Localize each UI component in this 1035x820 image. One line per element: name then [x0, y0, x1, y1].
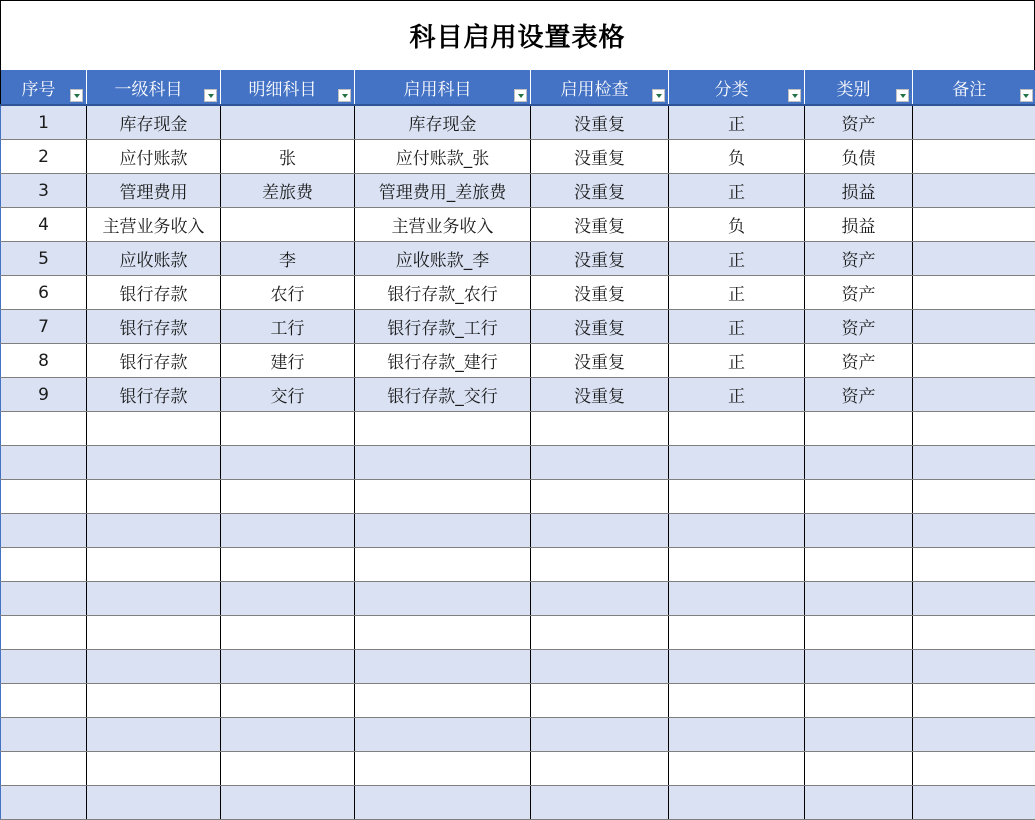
cell-type[interactable] [805, 684, 913, 718]
cell-detail-subject[interactable] [221, 514, 355, 548]
cell-detail-subject[interactable] [221, 208, 355, 242]
cell-category[interactable] [669, 684, 805, 718]
cell-type[interactable]: 资产 [805, 344, 913, 378]
cell-primary-subject[interactable] [87, 412, 221, 446]
cell-index[interactable] [1, 582, 87, 616]
title-cell[interactable] [0, 0, 1035, 70]
cell-enabled-subject[interactable]: 应收账款_李 [355, 242, 531, 276]
cell-remarks[interactable] [913, 310, 1035, 344]
table-row [1, 344, 1035, 378]
cell-remarks[interactable] [913, 786, 1035, 820]
cell-remarks[interactable] [913, 548, 1035, 582]
cell-type[interactable] [805, 616, 913, 650]
table-row [1, 650, 1035, 684]
table-row [1, 548, 1035, 582]
cell-remarks[interactable] [913, 752, 1035, 786]
cell-remarks[interactable] [913, 480, 1035, 514]
cell-detail-subject[interactable]: 农行 [221, 276, 355, 310]
cell-enable-check[interactable] [531, 650, 669, 684]
cell-index[interactable]: 8 [1, 344, 87, 378]
cell-enable-check[interactable]: 没重复 [531, 105, 669, 140]
table-row [1, 276, 1035, 310]
cell-index[interactable] [1, 548, 87, 582]
column-header-label: 类别 [837, 75, 871, 100]
cell-primary-subject[interactable]: 银行存款 [87, 378, 221, 412]
cell-remarks[interactable] [913, 514, 1035, 548]
cell-detail-subject[interactable] [221, 480, 355, 514]
cell-detail-subject[interactable] [221, 412, 355, 446]
cell-enabled-subject[interactable] [355, 650, 531, 684]
cell-enable-check[interactable] [531, 616, 669, 650]
cell-category[interactable]: 正 [669, 378, 805, 412]
cell-detail-subject[interactable] [221, 616, 355, 650]
cell-category[interactable]: 正 [669, 276, 805, 310]
cell-enabled-subject[interactable] [355, 412, 531, 446]
cell-detail-subject[interactable] [221, 786, 355, 820]
table-row [1, 310, 1035, 344]
cell-category[interactable]: 负 [669, 208, 805, 242]
cell-enable-check[interactable] [531, 514, 669, 548]
cell-type[interactable]: 资产 [805, 242, 913, 276]
cell-primary-subject[interactable] [87, 684, 221, 718]
cell-index[interactable]: 2 [1, 140, 87, 174]
cell-primary-subject[interactable] [87, 548, 221, 582]
filter-dropdown-icon[interactable] [338, 89, 351, 102]
cell-category[interactable] [669, 514, 805, 548]
cell-primary-subject[interactable] [87, 582, 221, 616]
filter-dropdown-icon[interactable] [204, 89, 217, 102]
cell-type[interactable] [805, 718, 913, 752]
cell-remarks[interactable] [913, 616, 1035, 650]
cell-type[interactable]: 资产 [805, 105, 913, 140]
cell-primary-subject[interactable] [87, 616, 221, 650]
cell-remarks[interactable] [913, 582, 1035, 616]
cell-enable-check[interactable] [531, 718, 669, 752]
cell-index[interactable] [1, 650, 87, 684]
column-header-enabled-subject[interactable] [355, 70, 531, 105]
table-row [1, 105, 1035, 140]
cell-enabled-subject[interactable]: 应付账款_张 [355, 140, 531, 174]
cell-enable-check[interactable]: 没重复 [531, 344, 669, 378]
cell-enable-check[interactable] [531, 684, 669, 718]
table-row [1, 786, 1035, 820]
cell-enable-check[interactable]: 没重复 [531, 310, 669, 344]
cell-category[interactable] [669, 446, 805, 480]
table-row [1, 718, 1035, 752]
column-header-label: 明细科目 [249, 75, 317, 100]
table-row [1, 140, 1035, 174]
cell-enable-check[interactable] [531, 786, 669, 820]
filter-dropdown-icon[interactable] [1020, 89, 1033, 102]
cell-remarks[interactable] [913, 174, 1035, 208]
cell-remarks[interactable] [913, 446, 1035, 480]
cell-primary-subject[interactable]: 银行存款 [87, 344, 221, 378]
table-body [1, 105, 1035, 820]
column-header-label: 备注 [952, 75, 986, 100]
cell-enabled-subject[interactable] [355, 616, 531, 650]
cell-enable-check[interactable] [531, 582, 669, 616]
cell-type[interactable]: 损益 [805, 174, 913, 208]
cell-detail-subject[interactable] [221, 582, 355, 616]
cell-enabled-subject[interactable] [355, 446, 531, 480]
cell-enable-check[interactable] [531, 446, 669, 480]
filter-dropdown-icon[interactable] [514, 89, 527, 102]
cell-index[interactable] [1, 684, 87, 718]
cell-enabled-subject[interactable]: 银行存款_工行 [355, 310, 531, 344]
cell-enable-check[interactable]: 没重复 [531, 242, 669, 276]
cell-type[interactable]: 资产 [805, 310, 913, 344]
cell-primary-subject[interactable]: 应付账款 [87, 140, 221, 174]
column-header-detail-subject[interactable] [221, 70, 355, 105]
column-header-category[interactable] [669, 70, 805, 105]
cell-remarks[interactable] [913, 684, 1035, 718]
table-row [1, 752, 1035, 786]
cell-detail-subject[interactable]: 工行 [221, 310, 355, 344]
cell-primary-subject[interactable]: 银行存款 [87, 310, 221, 344]
cell-category[interactable] [669, 718, 805, 752]
cell-index[interactable] [1, 480, 87, 514]
cell-enable-check[interactable] [531, 412, 669, 446]
cell-primary-subject[interactable] [87, 446, 221, 480]
cell-enabled-subject[interactable] [355, 582, 531, 616]
cell-remarks[interactable] [913, 378, 1035, 412]
cell-remarks[interactable] [913, 105, 1035, 140]
cell-index[interactable] [1, 412, 87, 446]
cell-type[interactable]: 损益 [805, 208, 913, 242]
table-row [1, 684, 1035, 718]
filter-dropdown-icon[interactable] [652, 89, 665, 102]
cell-detail-subject[interactable] [221, 105, 355, 140]
cell-type[interactable] [805, 446, 913, 480]
cell-category[interactable]: 负 [669, 140, 805, 174]
cell-index[interactable]: 1 [1, 105, 87, 140]
filter-dropdown-icon[interactable] [70, 89, 83, 102]
cell-index[interactable]: 9 [1, 378, 87, 412]
table-row [1, 446, 1035, 480]
cell-enabled-subject[interactable]: 库存现金 [355, 105, 531, 140]
cell-type[interactable] [805, 514, 913, 548]
cell-detail-subject[interactable]: 交行 [221, 378, 355, 412]
cell-detail-subject[interactable] [221, 650, 355, 684]
column-header-type[interactable] [805, 70, 913, 105]
column-header-label: 分类 [715, 75, 749, 100]
cell-category[interactable]: 正 [669, 105, 805, 140]
cell-enabled-subject[interactable]: 银行存款_交行 [355, 378, 531, 412]
table-row [1, 582, 1035, 616]
column-header-index[interactable] [1, 70, 87, 105]
column-header-primary-subject[interactable] [87, 70, 221, 105]
cell-category[interactable] [669, 752, 805, 786]
cell-detail-subject[interactable]: 张 [221, 140, 355, 174]
cell-index[interactable]: 7 [1, 310, 87, 344]
cell-category[interactable]: 正 [669, 174, 805, 208]
cell-category[interactable] [669, 582, 805, 616]
cell-primary-subject[interactable]: 库存现金 [87, 105, 221, 140]
cell-index[interactable] [1, 446, 87, 480]
cell-primary-subject[interactable]: 银行存款 [87, 276, 221, 310]
cell-enabled-subject[interactable] [355, 752, 531, 786]
cell-enable-check[interactable] [531, 752, 669, 786]
cell-index[interactable] [1, 752, 87, 786]
cell-category[interactable] [669, 412, 805, 446]
table-row [1, 616, 1035, 650]
table-row [1, 412, 1035, 446]
table-row [1, 208, 1035, 242]
cell-enable-check[interactable] [531, 480, 669, 514]
cell-primary-subject[interactable] [87, 786, 221, 820]
cell-index[interactable] [1, 616, 87, 650]
cell-enabled-subject[interactable] [355, 480, 531, 514]
cell-primary-subject[interactable]: 管理费用 [87, 174, 221, 208]
subject-table [0, 70, 1035, 820]
cell-enabled-subject[interactable] [355, 548, 531, 582]
cell-remarks[interactable] [913, 208, 1035, 242]
table-row [1, 174, 1035, 208]
table-row [1, 378, 1035, 412]
cell-remarks[interactable] [913, 412, 1035, 446]
cell-category[interactable] [669, 480, 805, 514]
cell-remarks[interactable] [913, 650, 1035, 684]
cell-enabled-subject[interactable]: 管理费用_差旅费 [355, 174, 531, 208]
column-header-label: 序号 [22, 75, 56, 100]
cell-remarks[interactable] [913, 276, 1035, 310]
filter-dropdown-icon[interactable] [896, 89, 909, 102]
cell-type[interactable]: 资产 [805, 276, 913, 310]
table-row [1, 480, 1035, 514]
column-header-remarks[interactable] [913, 70, 1035, 105]
cell-primary-subject[interactable] [87, 514, 221, 548]
cell-category[interactable] [669, 616, 805, 650]
cell-remarks[interactable] [913, 242, 1035, 276]
cell-primary-subject[interactable]: 应收账款 [87, 242, 221, 276]
cell-detail-subject[interactable]: 差旅费 [221, 174, 355, 208]
cell-detail-subject[interactable]: 李 [221, 242, 355, 276]
cell-enabled-subject[interactable] [355, 514, 531, 548]
cell-category[interactable]: 正 [669, 310, 805, 344]
cell-enabled-subject[interactable] [355, 718, 531, 752]
cell-index[interactable] [1, 514, 87, 548]
cell-type[interactable] [805, 480, 913, 514]
cell-primary-subject[interactable] [87, 752, 221, 786]
cell-type[interactable] [805, 412, 913, 446]
column-header-label: 启用科目 [404, 75, 472, 100]
cell-primary-subject[interactable] [87, 718, 221, 752]
cell-type[interactable] [805, 650, 913, 684]
cell-primary-subject[interactable] [87, 650, 221, 684]
cell-enabled-subject[interactable] [355, 786, 531, 820]
cell-enable-check[interactable]: 没重复 [531, 276, 669, 310]
page-title: 科目启用设置表格 [409, 17, 625, 54]
cell-remarks[interactable] [913, 344, 1035, 378]
cell-enabled-subject[interactable] [355, 684, 531, 718]
cell-type[interactable] [805, 582, 913, 616]
cell-type[interactable]: 负债 [805, 140, 913, 174]
cell-enabled-subject[interactable]: 主营业务收入 [355, 208, 531, 242]
cell-enable-check[interactable]: 没重复 [531, 140, 669, 174]
cell-category[interactable] [669, 786, 805, 820]
header-row [1, 70, 1035, 105]
cell-detail-subject[interactable] [221, 752, 355, 786]
cell-detail-subject[interactable] [221, 684, 355, 718]
cell-detail-subject[interactable] [221, 718, 355, 752]
filter-dropdown-icon[interactable] [788, 89, 801, 102]
cell-category[interactable] [669, 548, 805, 582]
cell-primary-subject[interactable]: 主营业务收入 [87, 208, 221, 242]
table-row [1, 514, 1035, 548]
column-header-label: 一级科目 [115, 75, 183, 100]
cell-index[interactable] [1, 718, 87, 752]
cell-index[interactable]: 5 [1, 242, 87, 276]
cell-index[interactable] [1, 786, 87, 820]
cell-enable-check[interactable] [531, 548, 669, 582]
cell-type[interactable] [805, 752, 913, 786]
cell-detail-subject[interactable] [221, 548, 355, 582]
cell-index[interactable]: 4 [1, 208, 87, 242]
cell-enabled-subject[interactable]: 银行存款_建行 [355, 344, 531, 378]
cell-detail-subject[interactable]: 建行 [221, 344, 355, 378]
cell-primary-subject[interactable] [87, 480, 221, 514]
cell-category[interactable] [669, 650, 805, 684]
cell-enable-check[interactable]: 没重复 [531, 208, 669, 242]
cell-enabled-subject[interactable]: 银行存款_农行 [355, 276, 531, 310]
cell-enable-check[interactable]: 没重复 [531, 378, 669, 412]
cell-enable-check[interactable]: 没重复 [531, 174, 669, 208]
table-row [1, 242, 1035, 276]
cell-index[interactable]: 6 [1, 276, 87, 310]
cell-remarks[interactable] [913, 140, 1035, 174]
cell-type[interactable] [805, 548, 913, 582]
cell-detail-subject[interactable] [221, 446, 355, 480]
cell-remarks[interactable] [913, 718, 1035, 752]
cell-type[interactable]: 资产 [805, 378, 913, 412]
cell-index[interactable]: 3 [1, 174, 87, 208]
column-header-enable-check[interactable] [531, 70, 669, 105]
column-header-label: 启用检查 [561, 75, 629, 100]
cell-category[interactable]: 正 [669, 242, 805, 276]
cell-type[interactable] [805, 786, 913, 820]
cell-category[interactable]: 正 [669, 344, 805, 378]
